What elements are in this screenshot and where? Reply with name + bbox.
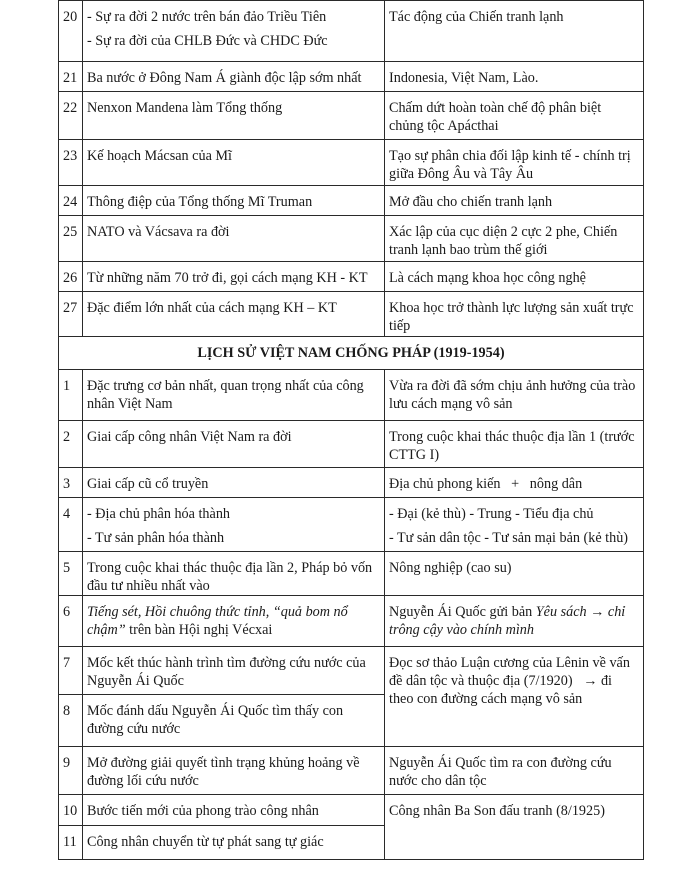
row-number: 10 <box>59 795 83 826</box>
question-text: Từ những năm 70 trở đi, gọi cách mạng KH - KT <box>87 270 368 286</box>
answer-text: Xác lập của cục diện 2 cực 2 phe, Chiến tranh lạnh bao trùm thế giới <box>389 224 618 258</box>
answer-cell <box>385 186 644 216</box>
question-cell <box>83 140 385 186</box>
answer-text: Indonesia, Việt Nam, Lào. <box>389 70 539 86</box>
answer-cell-merged <box>385 647 644 747</box>
row-number: 3 <box>59 468 83 498</box>
question-cell <box>83 292 385 337</box>
question-text: Mở đường giải quyết tình trạng khủng hoảng về đường lối cứu nước <box>87 755 360 789</box>
question-text: trên bàn Hội nghị Vécxai <box>125 622 273 638</box>
table-row <box>59 62 644 92</box>
answer-cell <box>385 468 644 498</box>
answer-text: Nông nghiệp (cao su) <box>389 560 512 576</box>
row-number: 22 <box>59 92 83 140</box>
answer-text: Chấm dứt hoàn toàn chế độ phân biệt chủng tộc Apácthai <box>389 100 602 134</box>
question-cell <box>83 1 385 62</box>
table-row <box>59 795 644 826</box>
table-row <box>59 92 644 140</box>
answer-italic-text: Yêu sách → chỉ trông cậy vào chính mình <box>389 604 626 638</box>
question-line: - Sự ra đời 2 nước trên bán đảo Triều Tiên <box>87 9 327 25</box>
answer-text: Tạo sự phân chia đối lập kinh tế - chính trị giữa Đông Âu và Tây Âu <box>389 148 631 182</box>
answer-cell <box>385 596 644 647</box>
row-number: 23 <box>59 140 83 186</box>
study-table <box>58 0 644 860</box>
question-cell <box>83 421 385 468</box>
table-row <box>59 552 644 596</box>
question-cell <box>83 747 385 795</box>
answer-text: Khoa học trở thành lực lượng sản xuất trực tiếp <box>389 300 634 334</box>
question-text: Bước tiến mới của phong trào công nhân <box>87 803 319 819</box>
question-line: - Địa chủ phân hóa thành <box>87 506 231 522</box>
question-cell <box>83 647 385 695</box>
question-text: Thông điệp của Tổng thống Mĩ Truman <box>87 194 313 210</box>
question-text: Mốc đánh dấu Nguyễn Ái Quốc tìm thấy con đường cứu nước <box>87 703 344 737</box>
table-row <box>59 596 644 647</box>
row-number: 20 <box>59 1 83 62</box>
answer-text: Vừa ra đời đã sớm chịu ảnh hưởng của trào lưu cách mạng vô sản <box>389 378 636 412</box>
answer-line: Tác động của Chiến tranh lạnh <box>389 9 564 25</box>
row-number: 7 <box>59 647 83 695</box>
answer-text: Là cách mạng khoa học công nghệ <box>389 270 586 286</box>
row-number: 4 <box>59 498 83 552</box>
answer-cell <box>385 62 644 92</box>
table-row <box>59 747 644 795</box>
answer-cell <box>385 262 644 292</box>
table-row <box>59 186 644 216</box>
table-row <box>59 262 644 292</box>
row-number: 2 <box>59 421 83 468</box>
question-text: Ba nước ở Đông Nam Á giành độc lập sớm nhất <box>87 70 362 86</box>
table-row <box>59 370 644 421</box>
question-cell <box>83 795 385 826</box>
table-row <box>59 647 644 695</box>
question-cell <box>83 186 385 216</box>
question-cell <box>83 695 385 747</box>
answer-line: - Tư sản dân tộc - Tư sản mại bản (kẻ thù) <box>389 530 629 546</box>
answer-cell <box>385 370 644 421</box>
question-cell <box>83 92 385 140</box>
table-row <box>59 421 644 468</box>
row-number: 25 <box>59 216 83 262</box>
answer-cell <box>385 552 644 596</box>
answer-cell-merged <box>385 795 644 860</box>
question-text: Giai cấp cũ cổ truyền <box>87 476 209 492</box>
section-title: LỊCH SỬ VIỆT NAM CHỐNG PHÁP (1919-1954) <box>59 337 644 370</box>
question-cell <box>83 262 385 292</box>
table-row <box>59 292 644 337</box>
answer-line: - Đại (kẻ thù) - Trung - Tiểu địa chủ <box>389 506 594 522</box>
answer-text: Nguyễn Ái Quốc tìm ra con đường cứu nước cho dân tộc <box>389 755 612 789</box>
section-header-row <box>59 337 644 370</box>
row-number: 24 <box>59 186 83 216</box>
question-cell <box>83 62 385 92</box>
question-line: - Sự ra đời của CHLB Đức và CHDC Đức <box>87 33 328 49</box>
answer-cell <box>385 421 644 468</box>
answer-text: Đọc sơ thảo Luận cương của Lênin về vấn đề dân tộc và thuộc địa (7/1920) → đi theo con đường cách mạng vô sản <box>389 655 634 707</box>
table-row <box>59 498 644 552</box>
row-number: 11 <box>59 826 83 860</box>
question-text: Giai cấp công nhân Việt Nam ra đời <box>87 429 292 445</box>
row-number: 5 <box>59 552 83 596</box>
row-number: 8 <box>59 695 83 747</box>
answer-cell <box>385 140 644 186</box>
answer-cell <box>385 92 644 140</box>
question-text: NATO và Vácsava ra đời <box>87 224 230 240</box>
question-cell <box>83 468 385 498</box>
question-text: Đặc trưng cơ bản nhất, quan trọng nhất của công nhân Việt Nam <box>87 378 364 412</box>
row-number: 26 <box>59 262 83 292</box>
answer-cell <box>385 747 644 795</box>
table-row <box>59 140 644 186</box>
row-number: 9 <box>59 747 83 795</box>
question-italic-text: Tiếng sét, Hồi chuông thức tỉnh, “quả bom nổ chậm” <box>87 604 348 638</box>
row-number: 21 <box>59 62 83 92</box>
question-cell <box>83 826 385 860</box>
table-row <box>59 216 644 262</box>
question-cell <box>83 370 385 421</box>
row-number: 1 <box>59 370 83 421</box>
question-text: Mốc kết thúc hành trình tìm đường cứu nước của Nguyễn Ái Quốc <box>87 655 366 689</box>
question-text: Nenxon Mandena làm Tổng thống <box>87 100 283 116</box>
answer-text: Địa chủ phong kiến + nông dân <box>389 476 583 492</box>
answer-cell <box>385 216 644 262</box>
answer-cell <box>385 1 644 62</box>
table-row <box>59 468 644 498</box>
question-text: Kế hoạch Mácsan của Mĩ <box>87 148 232 164</box>
row-number: 27 <box>59 292 83 337</box>
answer-cell <box>385 292 644 337</box>
answer-text: Trong cuộc khai thác thuộc địa lần 1 (trước CTTG I) <box>389 429 635 463</box>
question-cell <box>83 216 385 262</box>
question-cell <box>83 498 385 552</box>
answer-text: Công nhân Ba Son đấu tranh (8/1925) <box>389 803 605 819</box>
question-line: - Tư sản phân hóa thành <box>87 530 225 546</box>
question-text: Đặc điểm lớn nhất của cách mạng KH – KT <box>87 300 337 316</box>
question-cell <box>83 596 385 647</box>
question-cell <box>83 552 385 596</box>
answer-text: Mở đầu cho chiến tranh lạnh <box>389 194 553 210</box>
question-text: Công nhân chuyển từ tự phát sang tự giác <box>87 834 324 850</box>
question-text: Trong cuộc khai thác thuộc địa lần 2, Pháp bỏ vốn đầu tư nhiều nhất vào <box>87 560 373 594</box>
table-row <box>59 1 644 62</box>
row-number: 6 <box>59 596 83 647</box>
answer-cell <box>385 498 644 552</box>
answer-text: Nguyễn Ái Quốc gửi bản <box>389 604 536 620</box>
